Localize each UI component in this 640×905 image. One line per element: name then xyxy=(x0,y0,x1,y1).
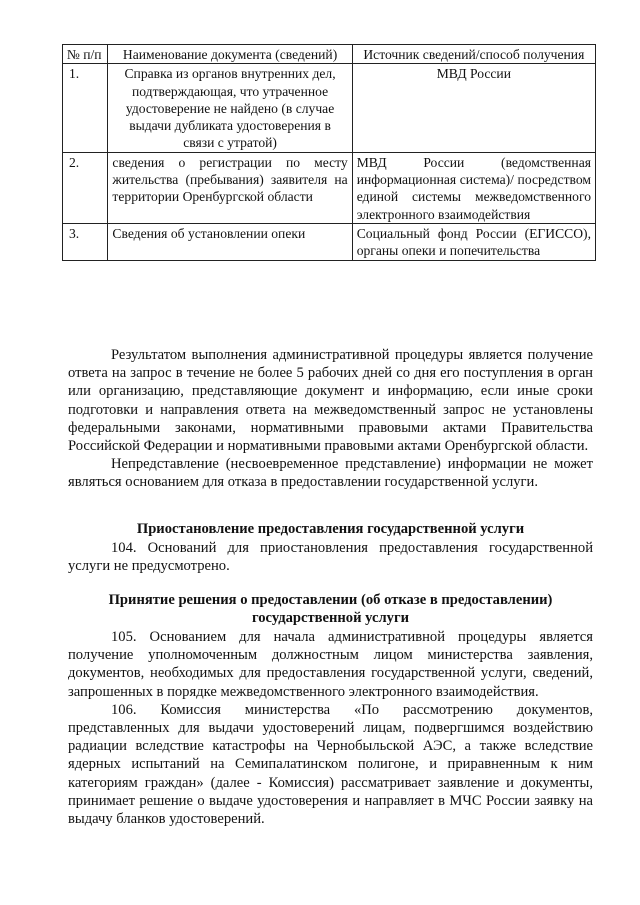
row-number: 2. xyxy=(63,152,108,223)
result-paragraph: Результатом выполнения административной процедуры является получение ответа на запрос в течение не более 5 рабочих дней со дня его поступления в орган или организацию, представляющие документ и информацию, если иные сроки подготовки и направления ответа на межведомственный запрос не установлены федеральными законами, нормативными правовыми актами Правительства Российской Федерации и нормативными правовыми актами Оренбургской области. xyxy=(68,347,593,455)
row-number: 3. xyxy=(63,223,108,260)
table-row xyxy=(63,223,596,260)
paragraph-106: 106. Комиссия министерства «По рассмотрению документов, представленных для выдачи удостоверений лицам, подвергшимся воздействию радиации вследствие катастрофы на Чернобыльской АЭС, а также вследствие ядерных испытаний на Семипалатинском полигоне, и приравненным к ним категориям граждан» (далее - Комиссия) рассматривает заявление и документы, принимает решение о выдаче удостоверения и направляет в МЧС России заявку на выдачу бланков удостоверений. xyxy=(68,701,593,828)
header-document-name: Наименование документа (сведений) xyxy=(108,45,352,64)
table-header-row xyxy=(63,45,596,64)
row-source: МВД России xyxy=(352,64,595,152)
row-document-name: сведения о регистрации по месту жительства (пребывания) заявителя на территории Оренбургской области xyxy=(108,152,352,223)
row-document-name: Сведения об установлении опеки xyxy=(108,223,352,260)
row-number: 1. xyxy=(63,64,108,152)
header-number: № п/п xyxy=(63,45,108,64)
result-section xyxy=(68,346,593,492)
decision-section xyxy=(68,628,593,828)
table-row xyxy=(63,152,596,223)
paragraph-104: 104. Оснований для приостановления предоставления государственной услуги не предусмотрено. xyxy=(68,540,593,575)
paragraph-105: 105. Основанием для начала административной процедуры является получение уполномоченным должностным лицом министерства заявления, документов, необходимых для предоставления государственной услуги, сведений, запрошенных в порядке межведомственного электронного взаимодействия. xyxy=(68,629,593,700)
decision-heading: Принятие решения о предоставлении (об отказе в предоставлении) государственной услуги xyxy=(108,592,553,627)
row-source: Социальный фонд России (ЕГИССО), органы опеки и попечительства xyxy=(352,223,595,260)
suspension-section xyxy=(68,539,593,575)
suspension-heading: Приостановление предоставления государственной услуги xyxy=(136,521,525,537)
header-source: Источник сведений/способ получения xyxy=(352,45,595,64)
row-source: МВД России (ведомственная информационная система)/ посредством единой системы межведомственного электронного взаимодействия xyxy=(352,152,595,223)
row-document-name: Справка из органов внутренних дел, подтверждающая, что утраченное удостоверение не найдено (в случае выдачи дубликата удостоверения в связи с утратой) xyxy=(108,64,352,152)
documents-table xyxy=(62,44,596,261)
non-submission-paragraph: Непредставление (несвоевременное представление) информации не может являться основанием для отказа в предоставлении государственной услуги. xyxy=(68,456,593,491)
table-row xyxy=(63,64,596,152)
